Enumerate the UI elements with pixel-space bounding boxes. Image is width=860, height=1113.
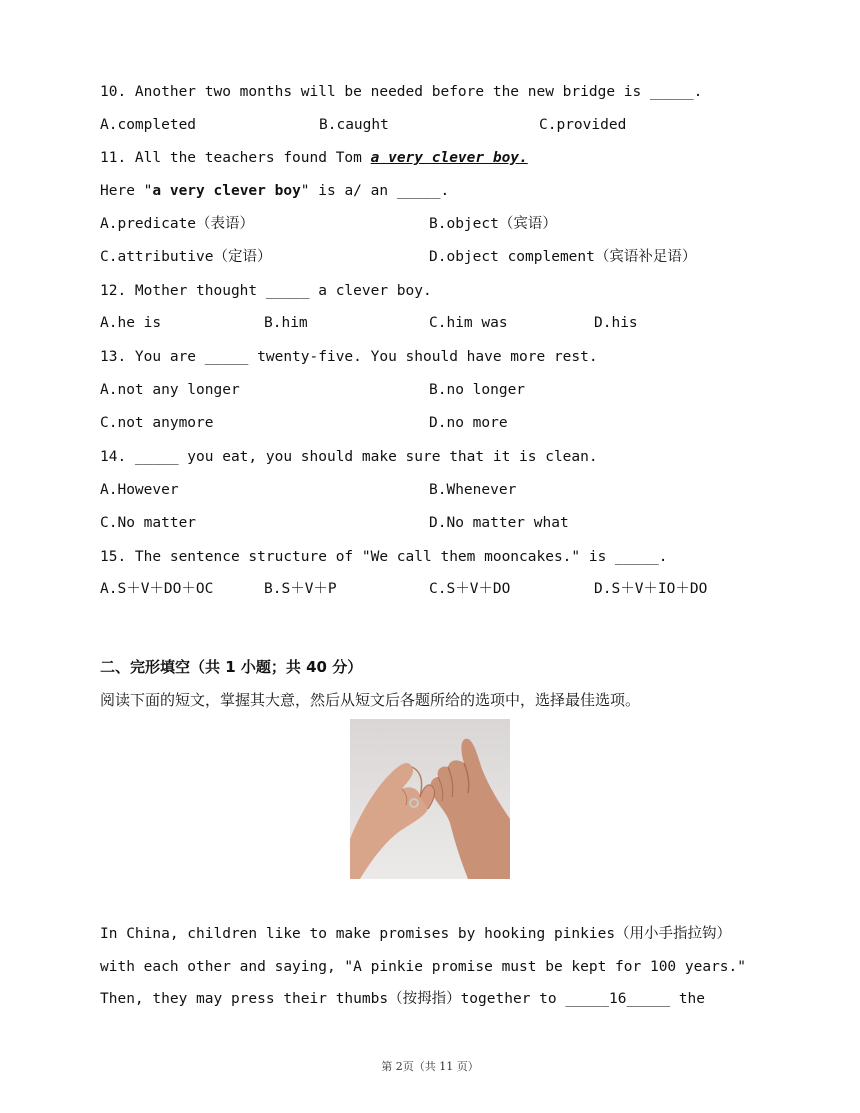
q11-stem-text: 11. All the teachers found Tom [100,150,371,166]
question-14-stem: 14. _____ you eat, you should make sure that it is clean. [100,449,598,465]
passage-line-2: with each other and saying, "A pinkie promise must be kept for 100 years." [100,959,747,975]
question-15-stem: 15. The sentence structure of "We call them mooncakes." is _____. [100,549,668,565]
q11-line2-pre: Here " [100,183,153,199]
q13-option-d: D.no more [429,415,508,431]
q12-option-a: A.he is [100,315,162,331]
q11-line2-post: " is a/ an _____. [300,183,450,199]
section-2-title: 二、完形填空（共 1 小题；共 40 分） [100,658,363,676]
q13-option-b: B.no longer [429,382,526,398]
q14-option-d: D.No matter what [429,515,569,531]
q11-line2-bold: a very clever boy [152,183,301,199]
q15-option-b: B.S＋V＋P [264,581,337,597]
q11-option-b: B.object（宾语） [429,216,557,232]
passage-line-3: Then, they may press their thumbs（按拇指）together to _____16_____ the [100,991,706,1007]
pinkie-promise-photo [350,719,510,879]
q10-option-b: B.caught [319,117,389,133]
q14-option-c: C.No matter [100,515,197,531]
q12-option-d: D.his [594,315,638,331]
q11-option-a: A.predicate（表语） [100,216,255,232]
section-2-instruction: 阅读下面的短文，掌握其大意，然后从短文后各题所给的选项中，选择最佳选项。 [100,691,641,709]
question-11-line2 [100,182,449,200]
passage-line-1: In China, children like to make promises by hooking pinkies（用小手指拉钩） [100,926,732,942]
question-12-stem: 12. Mother thought _____ a clever boy. [100,283,432,299]
q13-option-a: A.not any longer [100,382,240,398]
q12-option-b: B.him [264,315,308,331]
q14-option-a: A.However [100,482,179,498]
q12-option-c: C.him was [429,315,508,331]
q15-option-c: C.S＋V＋DO [429,581,511,597]
q14-option-b: B.Whenever [429,482,517,498]
question-11-stem [100,149,528,167]
q15-option-a: A.S＋V＋DO＋OC [100,581,214,597]
q10-option-c: C.provided [539,117,627,133]
question-13-stem: 13. You are _____ twenty-five. You should have more rest. [100,349,598,365]
page-number-footer: 第 2页（共 11 页） [381,1060,479,1073]
q15-option-d: D.S＋V＋IO＋DO [594,581,708,597]
q10-option-a: A.completed [100,117,197,133]
q11-option-d: D.object complement（宾语补足语） [429,249,697,265]
q13-option-c: C.not anymore [100,415,214,431]
q11-option-c: C.attributive（定语） [100,249,272,265]
question-10-stem: 10. Another two months will be needed before the new bridge is _____. [100,84,703,100]
q11-stem-emphasis: a very clever boy. [370,150,528,166]
pinkie-promise-illustration [350,719,510,879]
